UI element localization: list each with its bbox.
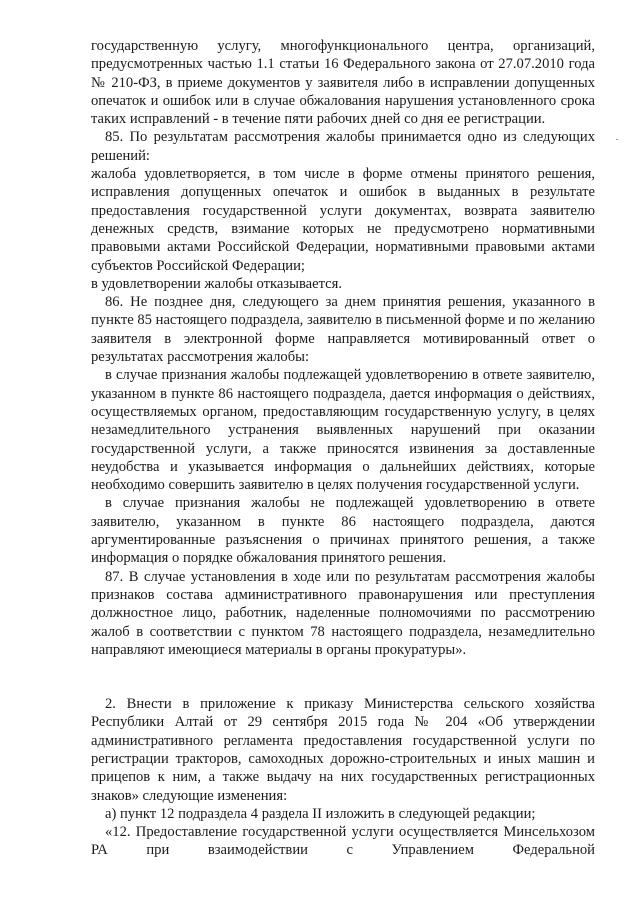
section-gap bbox=[91, 659, 595, 695]
document-body bbox=[91, 37, 595, 860]
paragraph-continuation: государственную услугу, многофункционального центра, организаций, предусмотренных частью 1.1 статьи 16 Федерального закона от 27.07.2010 года № 210-ФЗ, в приеме документов у заявителя либо в исправлении допущенных опечаток и ошибок или в случае обжалования нарушения установленного срока таких исправлений - в течение пяти рабочих дней со дня ее регистрации. bbox=[91, 38, 595, 128]
paragraph-85-option-satisfied: жалоба удовлетворяется, в том числе в форме отмены принятого решения, исправления допущенных опечаток и ошибок в выданных в результате предоставления государственной услуги документах, возврата заявителю денежных средств, взимание которых не предусмотрено нормативными правовыми актами Российской Федерации, нормативными правовыми актами субъектов Российской Федерации; bbox=[91, 166, 595, 274]
paragraph-87: 87. В случае установления в ходе или по результатам рассмотрения жалобы признаков состава административного правонарушения или преступления должностное лицо, работник, наделенные полномочиями по рассмотрению жалоб в соответствии с пунктом 78 настоящего подраздела, незамедлительно направляют имеющиеся материалы в органы прокуратуры». bbox=[91, 568, 595, 658]
paragraph-86-case-refused: в случае признания жалобы не подлежащей удовлетворению в ответе заявителю, указанном в пункте 86 настоящего подраздела, даются аргументированные разъяснения о причинах принятого решения, а также информация о порядке обжалования принятого решения. bbox=[91, 495, 595, 567]
paragraph-subitem-a: а) пункт 12 подраздела 4 раздела II изложить в следующей редакции; bbox=[105, 805, 536, 822]
paragraph-86: 86. Не позднее дня, следующего за днем принятия решения, указанного в пункте 85 настоящего подраздела, заявителю в письменной форме и по желанию заявителя в электронной форме направляется мотивированный ответ о результатах рассмотрения жалобы: bbox=[91, 294, 595, 366]
paragraph-85-option-refused: в удовлетворении жалобы отказывается. bbox=[91, 275, 343, 292]
paragraph-point-12: «12. Предоставление государственной услуги осуществляется Минсельхозом РА при взаимодействии с Управлением Федеральной bbox=[91, 824, 595, 859]
paragraph-item-2: 2. Внести в приложение к приказу Министерства сельского хозяйства Республики Алтай от 29 сентября 2015 года № 204 «Об утверждении административного регламента предоставления государственной услуги по регистрации тракторов, самоходных дорожно-строительных и иных машин и прицепов к ним, а также выдачу на них государственных регистрационных знаков» следующие изменения: bbox=[91, 696, 595, 804]
paragraph-86-case-satisfied: в случае признания жалобы подлежащей удовлетворению в ответе заявителю, указанном в пункте 86 настоящего подраздела, дается информация о действиях, осуществляемых органом, предоставляющим государственную услугу, в целях незамедлительного устранения выявленных нарушений при оказании государственной услуги, а также приносятся извинения за доставленные неудобства и указывается информация о дальнейших действиях, которые необходимо совершить заявителю в целях получения государственной услуги. bbox=[91, 367, 595, 494]
paragraph-85: 85. По результатам рассмотрения жалобы принимается одно из следующих решений: bbox=[91, 129, 595, 164]
margin-mark bbox=[616, 139, 618, 140]
